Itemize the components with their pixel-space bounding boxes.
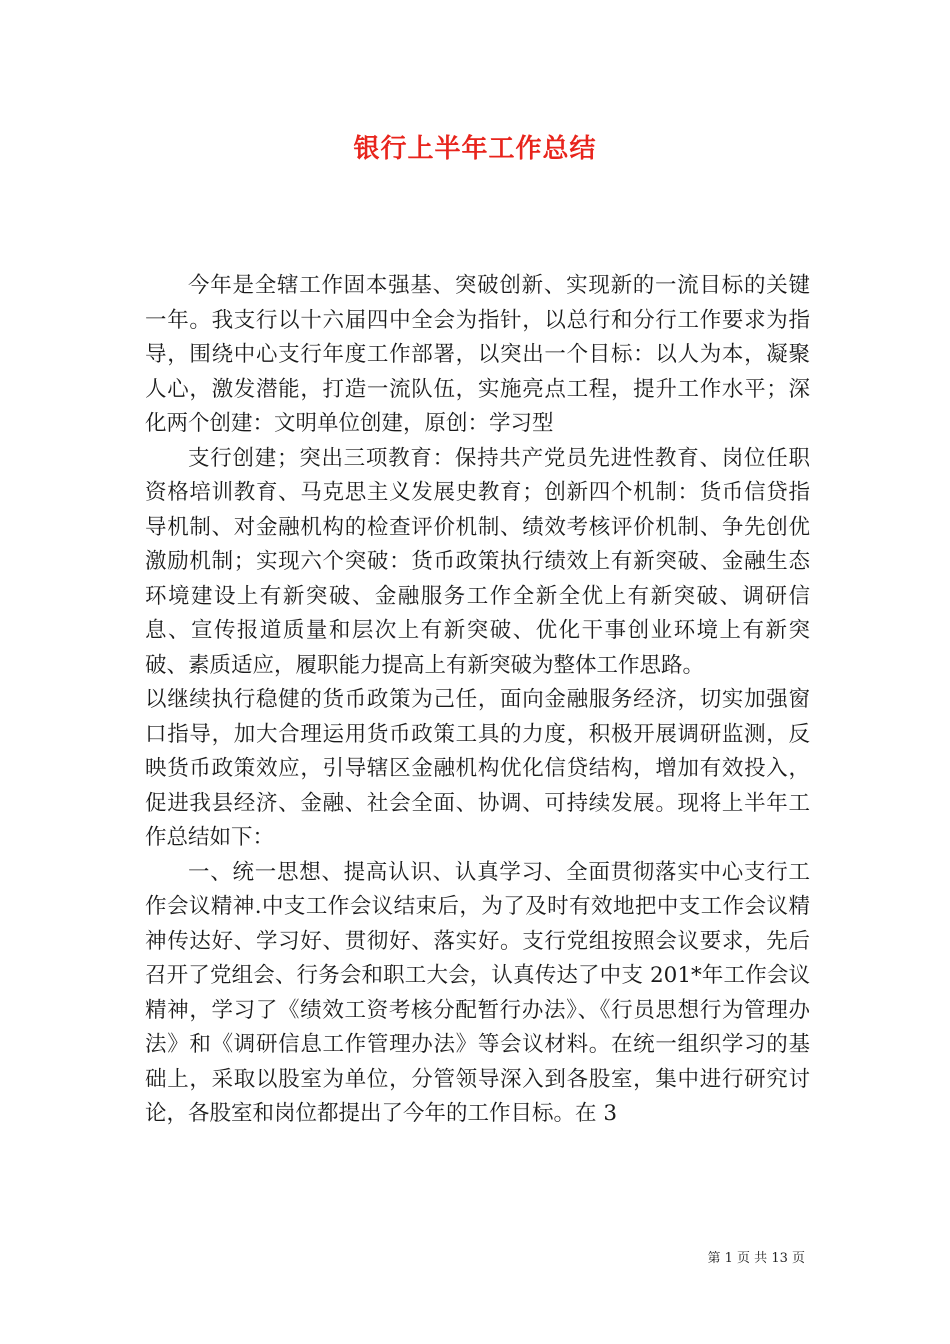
paragraph-work-approach: 支行创建；突出三项教育：保持共产党员先进性教育、岗位任职资格培训教育、马克思主义发展史教育；创新四个机制：货币信贷指导机制、对金融机构的检查评价机制、绩效考核评价机制、争先创优激励机制；实现六个突破：货币政策执行绩效上有新突破、金融生态环境建设上有新突破、金融服务工作全新全优上有新突破、调研信息、宣传报道质量和层次上有新突破、优化干事创业环境上有新突破、素质适应，履职能力提高上有新突破为整体工作思路。 <box>145 445 810 678</box>
document-body <box>145 269 810 1132</box>
page-title: 银行上半年工作总结 <box>353 134 597 164</box>
paragraph-section-one: 一、统一思想、提高认识、认真学习、全面贯彻落实中心支行工作会议精神.中支工作会议结束后，为了及时有效地把中支工作会议精神传达好、学习好、贯彻好、落实好。支行党组按照会议要求，先后召开了党组会、行务会和职工大会，认真传达了中支 201*年工作会议精神，学习了《绩效工资考核分配暂行办法》、《行员思想行为管理办法》和《调研信息工作管理办法》等会议材料。在统一组织学习的基础上，采取以股室为单位，分管领导深入到各股室，集中进行研究讨论，各股室和岗位都提出了今年的工作目标。在 3 <box>145 859 810 1126</box>
paragraph-intro: 今年是全辖工作固本强基、突破创新、实现新的一流目标的关键一年。我支行以十六届四中全会为指针，以总行和分行工作要求为指导，围绕中心支行年度工作部署，以突出一个目标：以人为本，凝聚人心，激发潜能，打造一流队伍，实施亮点工程，提升工作水平；深化两个创建：文明单位创建，原创：学习型 <box>145 273 810 436</box>
page-number-footer: 第 1 页 共 13 页 <box>707 1251 805 1266</box>
paragraph-monetary-policy: 以继续执行稳健的货币政策为己任，面向金融服务经济，切实加强窗口指导，加大合理运用货币政策工具的力度，积极开展调研监测，反映货币政策效应，引导辖区金融机构优化信贷结构，增加有效投入，促进我县经济、金融、社会全面、协调、可持续发展。现将上半年工作总结如下： <box>145 687 810 850</box>
